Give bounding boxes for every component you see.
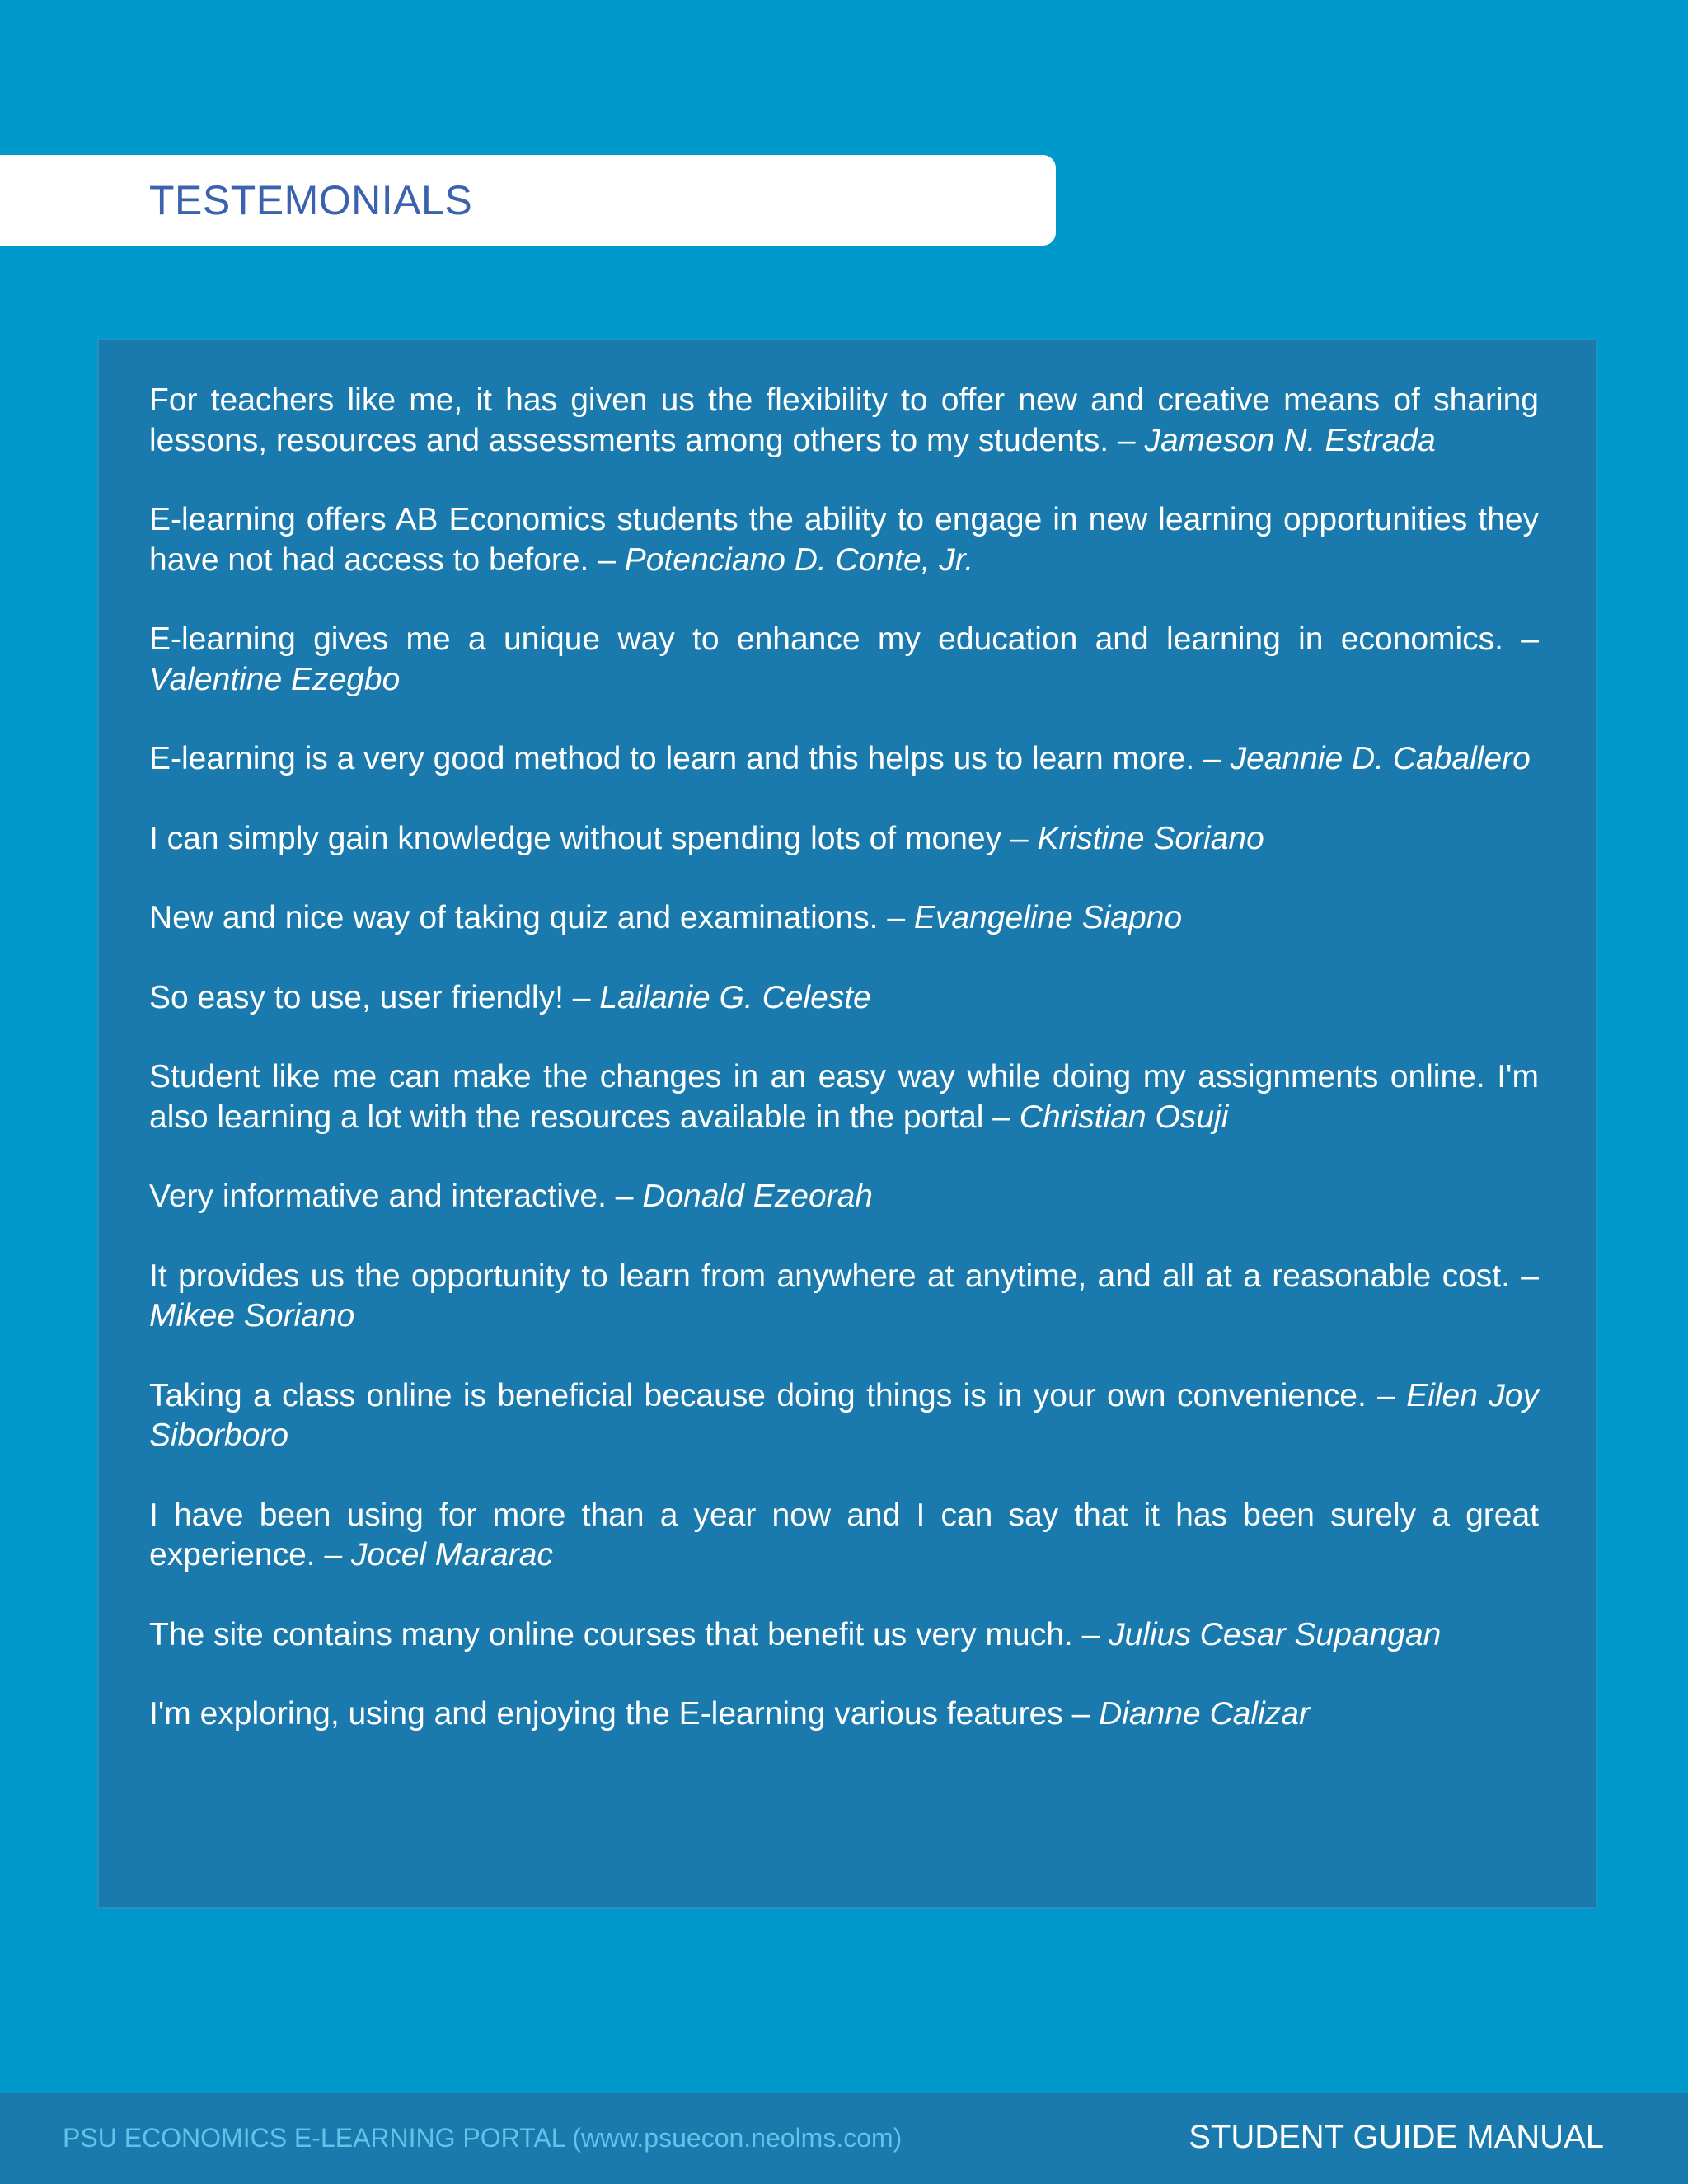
- testimonial: [149, 739, 1539, 780]
- section-title-banner: [0, 155, 1056, 246]
- testimonials-list: [149, 381, 1539, 1774]
- testimonial-author: Jeannie D. Caballero: [1230, 741, 1531, 776]
- testimonial: [149, 1496, 1539, 1576]
- testimonial: [149, 1376, 1539, 1456]
- testimonial: [149, 898, 1539, 939]
- page-footer: [0, 2093, 1688, 2184]
- testimonial-author: Julius Cesar Supangan: [1109, 1616, 1442, 1652]
- testimonial-quote: Student like me can make the changes in an easy way while doing my assignments online. I'm also learning a lot with the resources available in the portal –: [149, 1059, 1539, 1135]
- testimonial-quote: It provides us the opportunity to learn from anywhere at anytime, and all at a reasonable cost. –: [149, 1258, 1539, 1294]
- testimonial-author: Evangeline Siapno: [913, 900, 1183, 935]
- testimonial-author: Donald Ezeorah: [642, 1179, 873, 1214]
- footer-portal-name: PSU ECONOMICS E-LEARNING PORTAL (www.psuecon.neolms.com): [63, 2123, 903, 2153]
- testimonial-quote: The site contains many online courses that benefit us very much. –: [149, 1616, 1100, 1652]
- testimonial: [149, 1057, 1539, 1137]
- testimonial-author: Mikee Soriano: [149, 1298, 355, 1333]
- testimonial-author: Jocel Mararac: [351, 1537, 553, 1572]
- testimonial-quote: New and nice way of taking quiz and examinations. –: [149, 900, 906, 935]
- testimonial-quote: I can simply gain knowledge without spending lots of money –: [149, 820, 1029, 856]
- testimonial-author: Dianne Calizar: [1099, 1696, 1310, 1732]
- testimonial-author: Valentine Ezegbo: [149, 661, 401, 697]
- testimonial-quote: E-learning offers AB Economics students the ability to engage in new learning opportunities they have not had access to before. –: [149, 502, 1539, 578]
- footer-manual-title: STUDENT GUIDE MANUAL: [1189, 2119, 1604, 2155]
- testimonial-author: Christian Osuji: [1019, 1099, 1229, 1135]
- testimonial-quote: For teachers like me, it has given us the flexibility to offer new and creative means of sharing lessons, resources and assessments among others to my students. –: [149, 382, 1539, 458]
- testimonial-quote: E-learning gives me a unique way to enhance my education and learning in economics. –: [149, 621, 1539, 657]
- testimonial: [149, 819, 1539, 860]
- testimonial-quote: So easy to use, user friendly! –: [149, 979, 591, 1015]
- testimonial-author: Lailanie G. Celeste: [599, 979, 871, 1015]
- testimonial-author: Eilen Joy Siborboro: [149, 1377, 1539, 1453]
- testimonial-quote: I'm exploring, using and enjoying the E-learning various features –: [149, 1696, 1090, 1732]
- testimonial: [149, 1177, 1539, 1217]
- testimonial: [149, 620, 1539, 700]
- testimonial-quote: Very informative and interactive. –: [149, 1179, 634, 1214]
- testimonial-author: Kristine Soriano: [1037, 820, 1264, 856]
- testimonial-author: Jameson N. Estrada: [1144, 422, 1436, 458]
- testimonial-quote: E-learning is a very good method to learn and this helps us to learn more. –: [149, 741, 1221, 776]
- testimonial: [149, 1257, 1539, 1337]
- testimonial: [149, 381, 1539, 461]
- page-title: TESTEMONIALS: [149, 177, 473, 223]
- testimonial-quote: Taking a class online is beneficial because doing things is in your own convenience. –: [149, 1377, 1395, 1413]
- testimonial: [149, 978, 1539, 1019]
- testimonial: [149, 500, 1539, 580]
- testimonial-quote: I have been using for more than a year now and I can say that it has been surely a great experience. –: [149, 1497, 1539, 1572]
- testimonial-author: Potenciano D. Conte, Jr.: [624, 541, 974, 578]
- testimonial: [149, 1694, 1539, 1735]
- testimonial: [149, 1615, 1539, 1656]
